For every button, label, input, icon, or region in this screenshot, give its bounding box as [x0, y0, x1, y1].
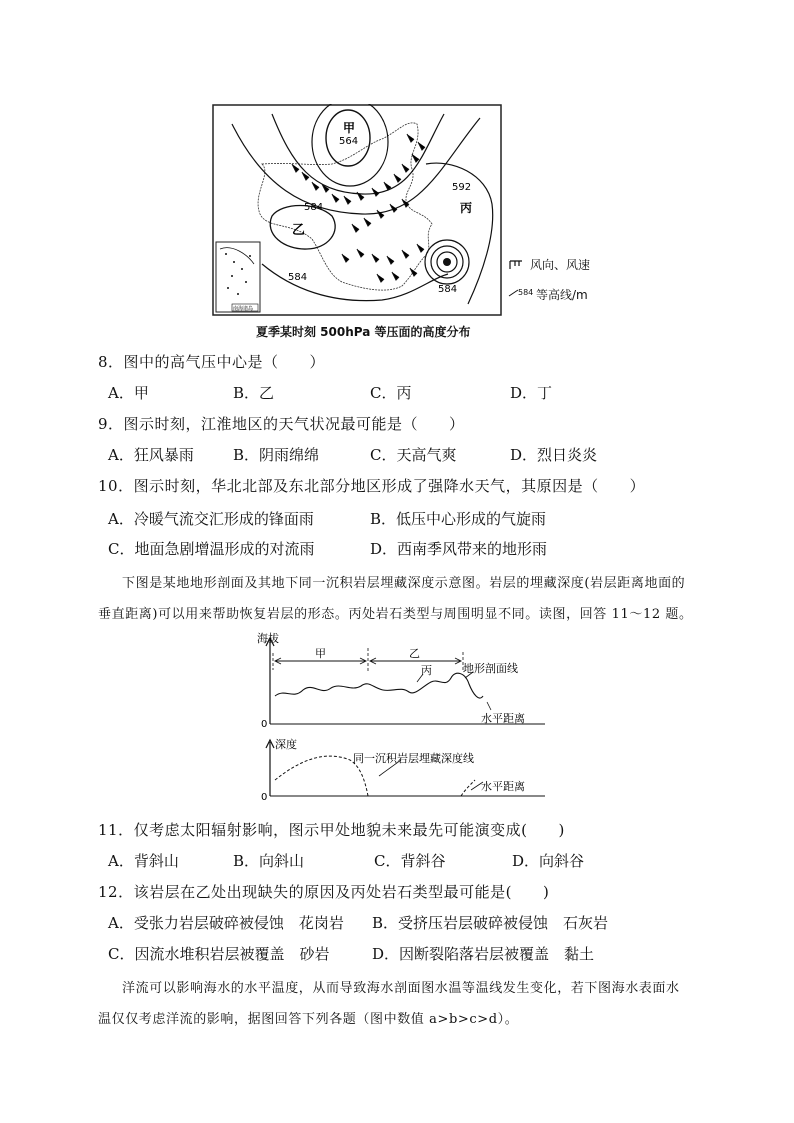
intro2-line1: 洋流可以影响海水的水平温度，从而导致海水剖面图水温等温线发生变化，若下图海水表面水 [122, 981, 680, 996]
contour-564: 564 [339, 136, 359, 147]
horizontal-distance-top: 水平距离 [481, 712, 525, 725]
profile-label-bing: 丙 [421, 664, 432, 677]
legend-wind-label: 风向、风速 [530, 258, 591, 272]
q9-option-b: B．阴雨绵绵 [233, 446, 320, 464]
map-label-yi: 乙 [292, 223, 306, 238]
profile-label-yi: 乙 [409, 647, 420, 660]
map-label-bing: 丙 [460, 201, 473, 215]
q11-option-c: C．背斜谷 [374, 852, 446, 870]
question-11-stem: 11．仅考虑太阳辐射影响，图示甲处地貌未来最先可能演变成( ) [98, 821, 565, 839]
q11-option-a: A．背斜山 [108, 852, 179, 870]
intro1-line2: 垂直距离)可以用来帮助恢复岩层的形态。丙处岩石类型与周围明显不同。读图，回答 11～12 题。 [98, 607, 693, 622]
profile-label-jia: 甲 [315, 647, 326, 660]
contour-584-c: 584 [438, 284, 458, 295]
profile-axis-altitude: 海拔 [257, 632, 279, 645]
q10-option-d: D．西南季风带来的地形雨 [370, 540, 548, 558]
question-9-stem: 9．图示时刻，江淮地区的天气状况最可能是（ ） [98, 415, 465, 433]
depth-line-label: 同一沉积岩层埋藏深度线 [353, 752, 474, 765]
q9-option-c: C．天高气爽 [370, 446, 457, 464]
intro1-line1: 下图是某地地形剖面及其地下同一沉积岩层埋藏深度示意图。岩层的埋藏深度(岩层距离地面的 [122, 576, 686, 591]
q12-option-c: C．因流水堆积岩层被覆盖 砂岩 [108, 945, 330, 963]
question-10-stem: 10．图示时刻，华北北部及东北部分地区形成了强降水天气，其原因是（ ） [98, 477, 646, 495]
terrain-line-label: 地形剖面线 [463, 662, 518, 675]
map-label-jia: 甲 [343, 121, 356, 135]
inset-label: 南海诸岛 [233, 306, 254, 312]
contour-584-a: 584 [304, 202, 324, 213]
q8-option-d: D．丁 [510, 384, 553, 402]
weather-map-figure [212, 104, 502, 316]
q10-option-b: B．低压中心形成的气旋雨 [370, 510, 547, 528]
q9-option-a: A．狂风暴雨 [108, 446, 194, 464]
question-8-stem: 8．图中的高气压中心是（ ） [98, 353, 326, 371]
contour-584-b: 584 [288, 272, 308, 283]
legend-contour-label: 等高线/m [536, 288, 588, 302]
terrain-profile-figure [255, 630, 555, 805]
intro2-line2: 温仅仅考虑洋流的影响，据图回答下列各题（图中数值 a>b>c>d）。 [98, 1012, 519, 1027]
q8-option-a: A．甲 [108, 384, 149, 402]
weather-map [212, 104, 502, 316]
q11-option-d: D．向斜谷 [512, 852, 585, 870]
question-12-stem: 12．该岩层在乙处出现缺失的原因及丙处岩石类型最可能是( ) [98, 883, 550, 901]
map-caption: 夏季某时刻 500hPa 等压面的高度分布 [256, 325, 471, 339]
q12-option-b: B．受挤压岩层破碎被侵蚀 石灰岩 [372, 914, 609, 932]
terrain-profile [255, 630, 555, 805]
q10-option-c: C．地面急剧增温形成的对流雨 [108, 540, 315, 558]
horizontal-distance-bottom: 水平距离 [481, 780, 525, 793]
q12-option-a: A．受张力岩层破碎被侵蚀 花岗岩 [108, 914, 344, 932]
zero-bottom: 0 [261, 792, 268, 803]
q10-option-a: A．冷暖气流交汇形成的锋面雨 [108, 510, 314, 528]
q11-option-b: B．向斜山 [233, 852, 305, 870]
contour-592: 592 [452, 182, 472, 193]
wind-barb-icon [508, 259, 526, 271]
profile-axis-depth: 深度 [275, 738, 297, 751]
q12-option-d: D．因断裂陷落岩层被覆盖 黏土 [372, 945, 595, 963]
q9-option-d: D．烈日炎炎 [510, 446, 598, 464]
zero-top: 0 [261, 719, 268, 730]
map-legend [508, 256, 618, 306]
legend-contour-num: 584 [518, 288, 534, 297]
q8-option-b: B．乙 [233, 384, 275, 402]
q8-option-c: C．丙 [370, 384, 412, 402]
